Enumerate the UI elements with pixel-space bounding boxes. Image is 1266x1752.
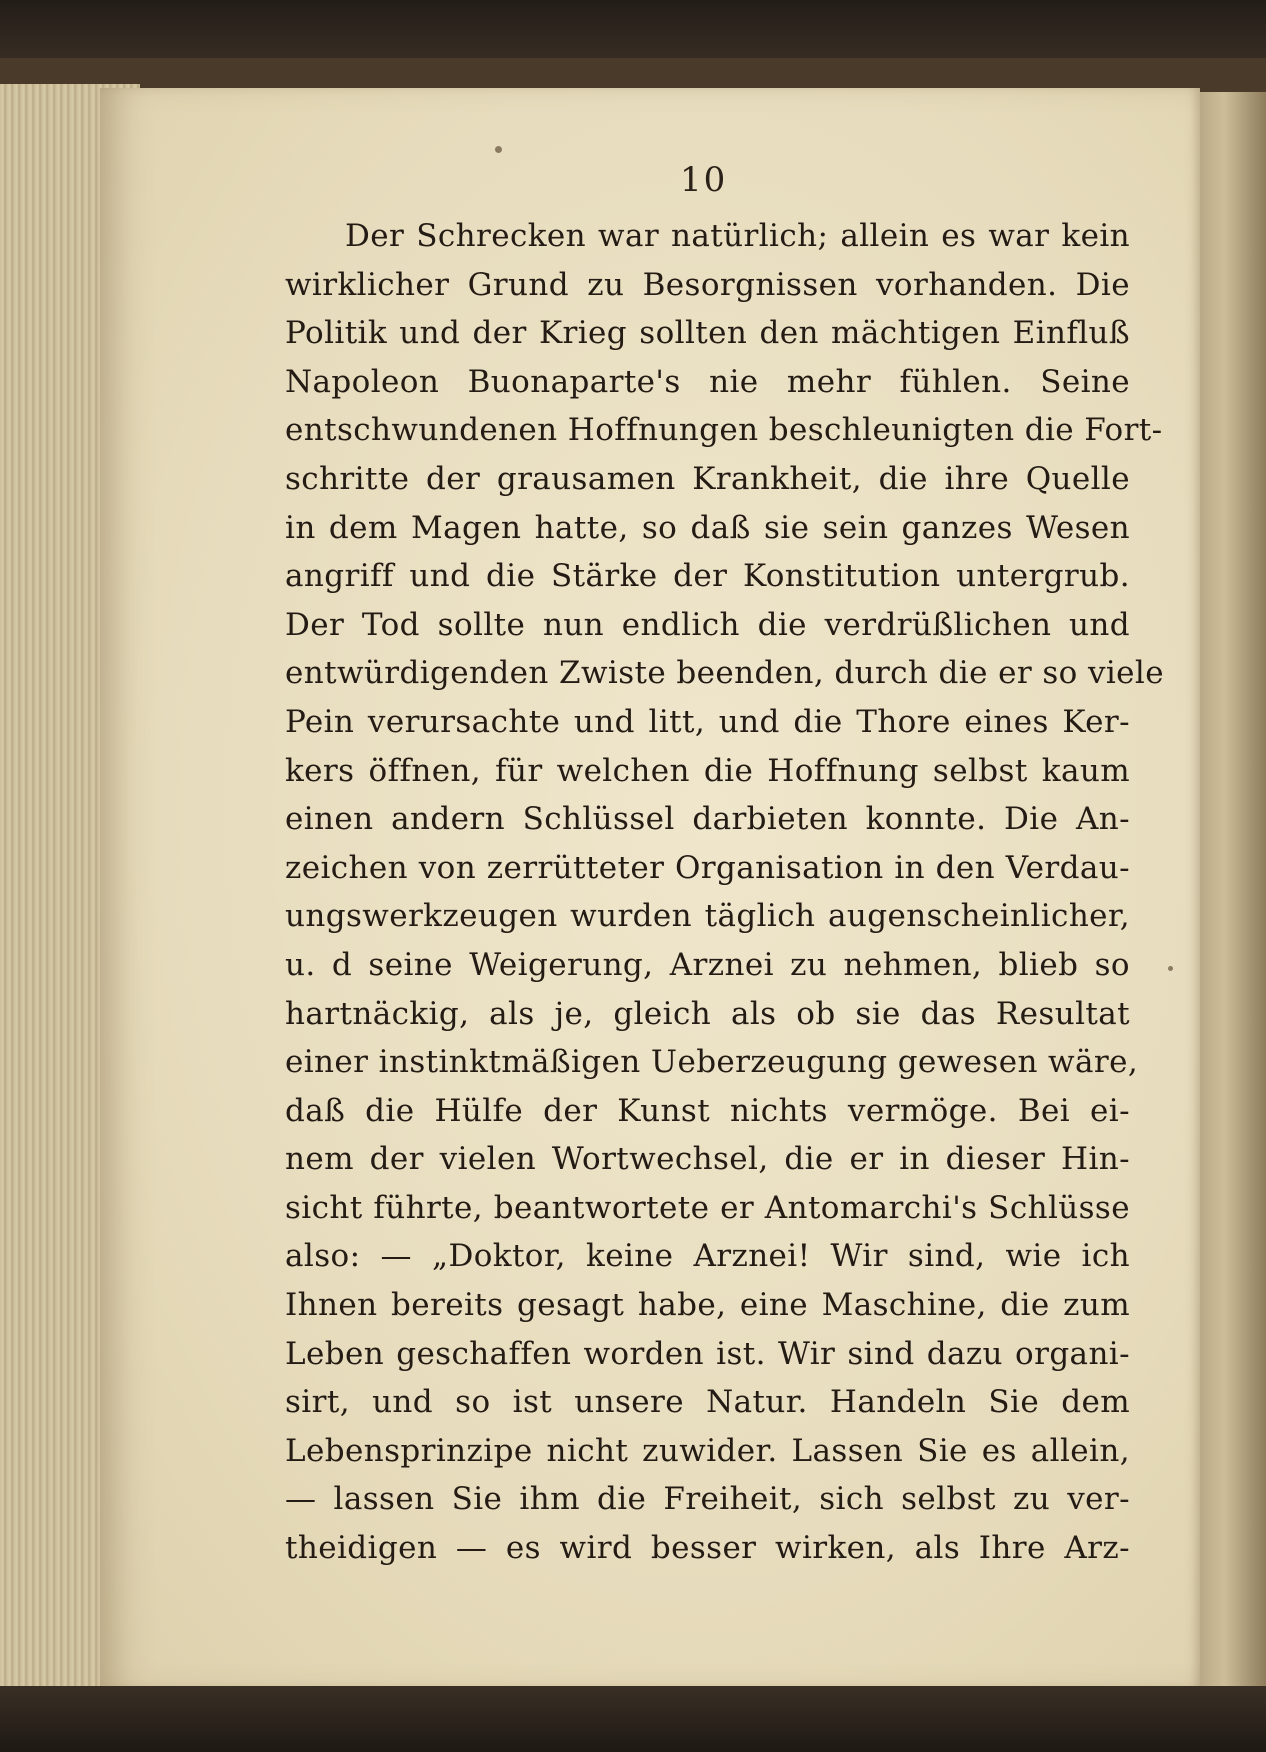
ink-spot <box>1168 966 1173 971</box>
text-line: Politik und der Krieg sollten den mächtigen Einfluß <box>285 315 1130 352</box>
text-line: zeichen von zerrütteter Organisation in den Verdau- <box>285 849 1130 886</box>
text-line: Leben geschaffen worden ist. Wir sind dazu organi- <box>285 1335 1130 1372</box>
page-text <box>285 212 1164 1573</box>
text-line: angriff und die Stärke der Konstitution untergrub. <box>285 558 1130 595</box>
text-line: einer instinktmäßigen Ueberzeugung gewesen wäre, <box>285 1044 1139 1081</box>
text-line: Napoleon Buonaparte's nie mehr fühlen. Seine <box>285 363 1130 400</box>
text-line: ungswerkzeugen wurden täglich augenscheinlicher, <box>285 898 1130 935</box>
page-right-edge <box>1196 92 1266 1692</box>
ink-spot <box>495 146 502 153</box>
background-bottom <box>0 1686 1266 1752</box>
text-line: Pein verursachte und litt, und die Thore eines Ker- <box>285 703 1130 740</box>
text-line: sicht führte, beantwortete er Antomarchi's Schlüsse <box>285 1189 1130 1226</box>
text-line: Der Schrecken war natürlich; allein es war kein <box>345 218 1130 254</box>
text-line: theidigen — es wird besser wirken, als Ihre Arz- <box>285 1530 1130 1567</box>
text-line: — lassen Sie ihm die Freiheit, sich selbst zu ver- <box>285 1481 1130 1518</box>
text-line: nem der vielen Wortwechsel, die er in dieser Hin- <box>285 1141 1130 1178</box>
text-line: daß die Hülfe der Kunst nichts vermöge. Bei ei- <box>285 1092 1130 1129</box>
text-line: entwürdigenden Zwiste beenden, durch die er so viele <box>285 655 1164 692</box>
text-line: Lebensprinzipe nicht zuwider. Lassen Sie es allein, <box>285 1432 1130 1469</box>
text-line: u. d seine Weigerung, Arznei zu nehmen, blieb so <box>285 946 1130 983</box>
text-line: Der Tod sollte nun endlich die verdrüßlichen und <box>285 606 1130 643</box>
text-line: schritte der grausamen Krankheit, die ihre Quelle <box>285 460 1130 497</box>
page-number: 10 <box>680 160 728 200</box>
text-line: wirklicher Grund zu Besorgnissen vorhanden. Die <box>285 266 1130 303</box>
text-line: entschwundenen Hoffnungen beschleunigten die Fort- <box>285 412 1163 449</box>
text-line: hartnäckig, als je, gleich als ob sie das Resultat <box>285 995 1130 1032</box>
text-line: also: — „Doktor, keine Arznei! Wir sind, wie ich <box>285 1238 1130 1275</box>
text-line: sirt, und so ist unsere Natur. Handeln Sie dem <box>285 1384 1130 1421</box>
text-line: in dem Magen hatte, so daß sie sein ganzes Wesen <box>285 509 1130 546</box>
text-line: Ihnen bereits gesagt habe, eine Maschine, die zum <box>285 1287 1130 1324</box>
text-line: einen andern Schlüssel darbieten konnte. Die An- <box>285 801 1130 838</box>
text-line: kers öffnen, für welchen die Hoffnung selbst kaum <box>285 752 1130 789</box>
